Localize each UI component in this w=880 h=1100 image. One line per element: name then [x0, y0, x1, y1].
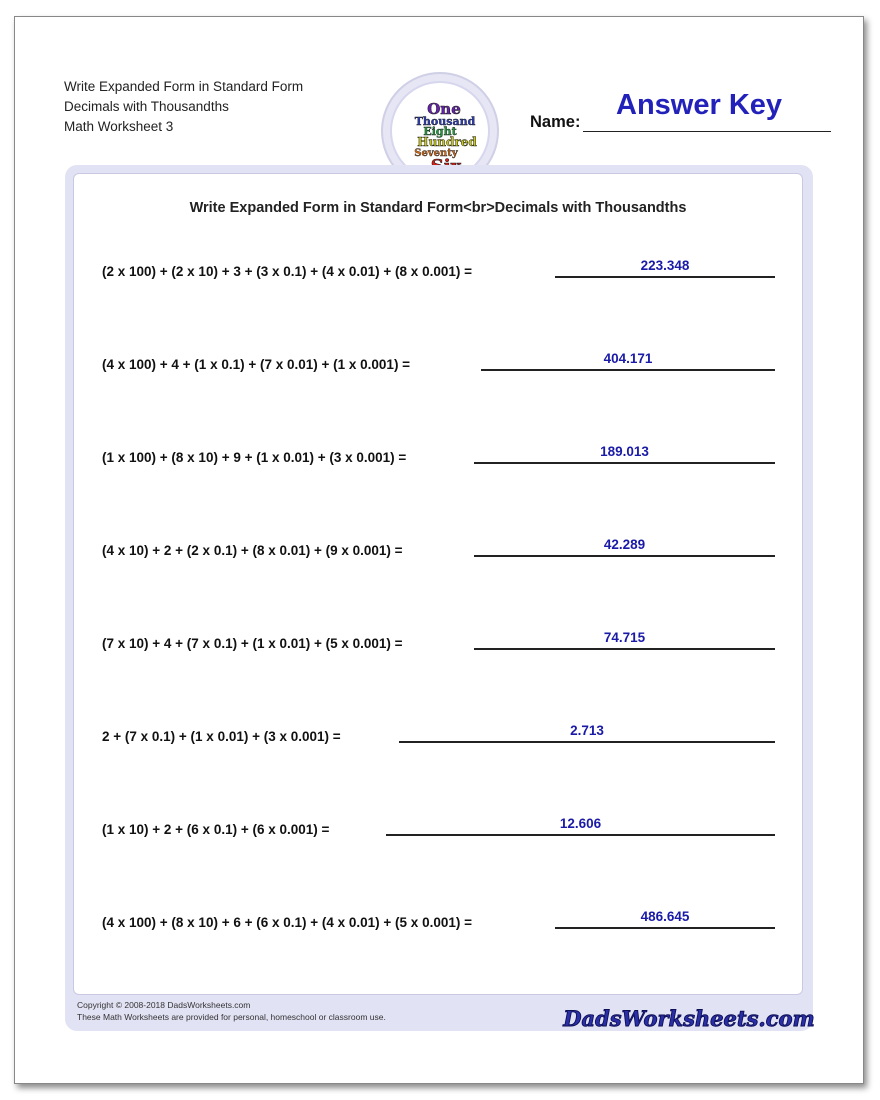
answer-value: 486.645	[640, 909, 690, 924]
problem-row	[102, 351, 782, 387]
answer-line	[555, 927, 775, 929]
logo-word-seventy: Seventy	[414, 148, 458, 159]
logo-word-one: One	[427, 100, 461, 118]
answer-value: 223.348	[640, 258, 690, 273]
logo-word-thousand: Thousand	[414, 115, 476, 128]
problem-expression: (7 x 10) + 4 + (7 x 0.1) + (1 x 0.01) + (5 x 0.001) =	[102, 636, 403, 651]
problem-expression: 2 + (7 x 0.1) + (1 x 0.01) + (3 x 0.001) =	[102, 729, 341, 744]
dadsworksheets-logo	[563, 1001, 815, 1035]
header-info	[64, 77, 303, 137]
problem-expression: (4 x 100) + (8 x 10) + 6 + (6 x 0.1) + (4 x 0.01) + (5 x 0.001) =	[102, 915, 472, 930]
problem-expression: (4 x 10) + 2 + (2 x 0.1) + (8 x 0.01) + (9 x 0.001) =	[102, 543, 403, 558]
answer-value: 74.715	[603, 630, 646, 645]
name-field	[530, 89, 832, 133]
problem-expression: (2 x 100) + (2 x 10) + 3 + (3 x 0.1) + (4 x 0.01) + (8 x 0.001) =	[102, 264, 472, 279]
answer-line	[555, 276, 775, 278]
answer-line	[474, 648, 775, 650]
problem-expression: (4 x 100) + 4 + (1 x 0.1) + (7 x 0.01) + (1 x 0.001) =	[102, 357, 411, 372]
name-line	[583, 131, 831, 132]
worksheet-title: Write Expanded Form in Standard Form<br>Decimals with Thousandths	[189, 200, 687, 216]
brand-text: DadsWorksheets.com	[563, 1006, 815, 1031]
header-title: Write Expanded Form in Standard Form	[64, 79, 304, 94]
header-subtitle: Decimals with Thousandths	[64, 99, 229, 114]
problem-row	[102, 723, 782, 759]
answer-value: 404.171	[603, 351, 653, 366]
problem-expression: (1 x 100) + (8 x 10) + 9 + (1 x 0.01) + (3 x 0.001) =	[102, 450, 407, 465]
worksheet-page	[14, 16, 864, 1084]
problem-expression: (1 x 10) + 2 + (6 x 0.1) + (6 x 0.001) =	[102, 822, 330, 837]
header-worksheet-number: Math Worksheet 3	[64, 119, 174, 134]
answer-line	[474, 462, 775, 464]
logo-word-eight: Eight	[423, 125, 457, 138]
worksheet-frame	[65, 165, 813, 1031]
copyright-text: Copyright © 2008-2018 DadsWorksheets.com	[77, 1000, 251, 1010]
problem-row	[102, 444, 782, 480]
answer-value: 189.013	[600, 444, 649, 459]
answer-line	[386, 834, 775, 836]
name-label: Name:	[530, 113, 581, 131]
problem-row	[102, 258, 782, 294]
answer-value: 2.713	[570, 723, 604, 738]
problem-row	[102, 816, 782, 852]
problem-row	[102, 909, 782, 945]
problem-row	[102, 630, 782, 666]
footer-info	[77, 999, 386, 1023]
logo-word-hundred: Hundred	[417, 135, 477, 149]
answer-line	[481, 369, 775, 371]
problem-row	[102, 537, 782, 573]
answer-line	[399, 741, 775, 743]
answer-value: 12.606	[559, 816, 602, 831]
answer-value: 42.289	[603, 537, 646, 552]
answer-key-text: Answer Key	[616, 89, 783, 121]
problems-panel	[73, 173, 803, 995]
answer-line	[474, 555, 775, 557]
usage-notice: These Math Worksheets are provided for personal, homeschool or classroom use.	[77, 1012, 386, 1022]
